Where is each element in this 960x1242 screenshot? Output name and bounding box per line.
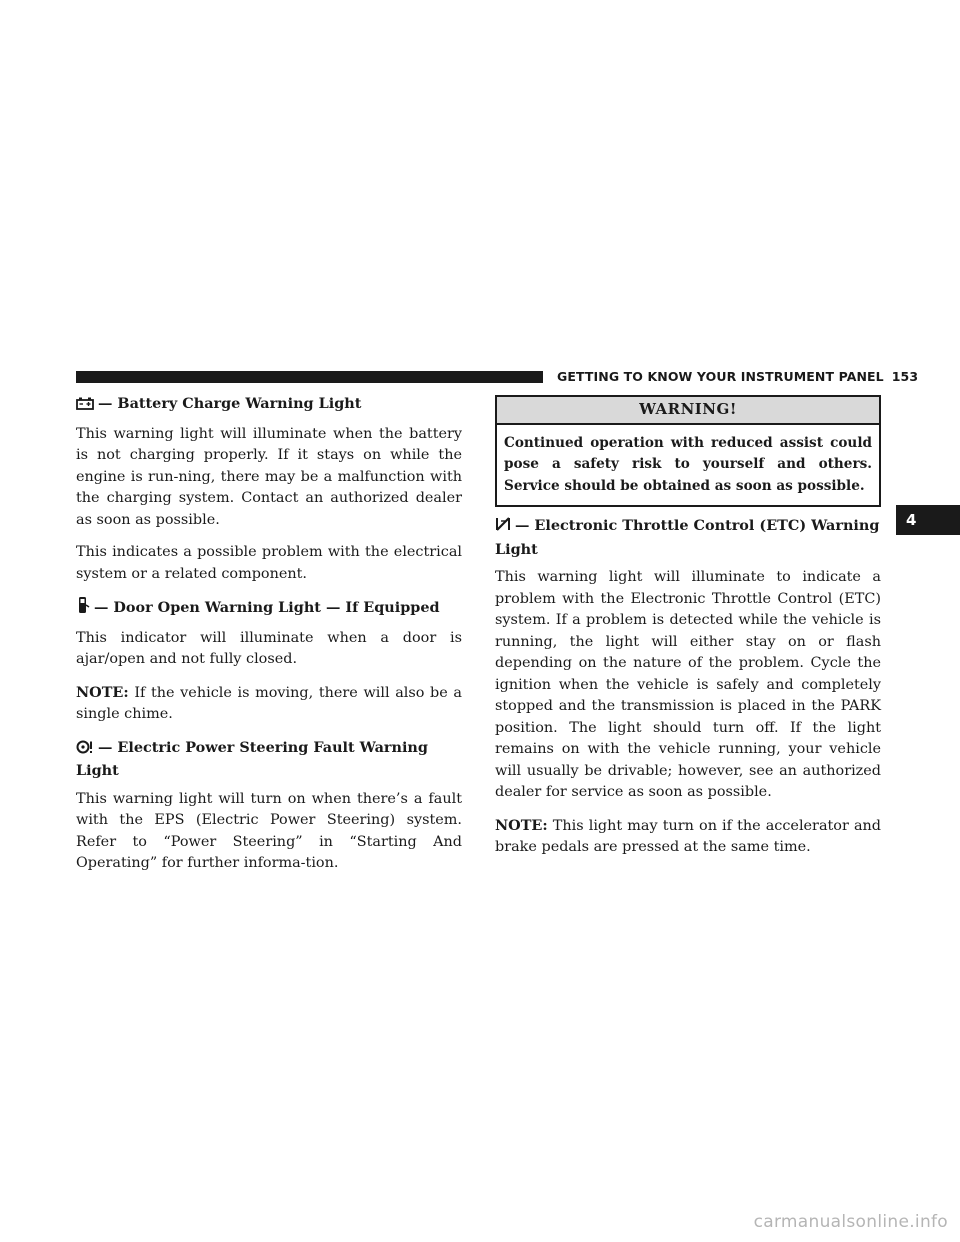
warning-title: WARNING! <box>497 397 879 425</box>
left-column <box>76 393 462 886</box>
etc-note <box>495 815 881 859</box>
section-title: GETTING TO KNOW YOUR INSTRUMENT PANEL <box>557 369 884 384</box>
throttle-icon <box>495 516 511 539</box>
etc-heading-text: — Electronic Throttle Control (ETC) Warning Light <box>495 517 880 558</box>
battery-paragraph-2: This indicates a possible problem with the electrical system or a related component. <box>76 544 462 582</box>
chapter-tab: 4 <box>896 505 960 535</box>
warning-box <box>495 395 881 507</box>
door-heading-text: — Door Open Warning Light — If Equipped <box>94 599 440 616</box>
door-open-icon <box>76 596 90 621</box>
door-heading <box>76 596 462 621</box>
note-label: NOTE: <box>76 683 129 701</box>
battery-paragraph-1: This warning light will illuminate when the battery is not charging properly. If it stays on while the engine is run-ning, there may be a malfunction with the charging system. Contact an authorized dealer as soon as possible. <box>76 425 462 528</box>
warning-body: Continued operation with reduced assist could pose a safety risk to yourself and others. Service should be obtained as soon as possible. <box>504 434 872 494</box>
header-rule <box>76 371 543 383</box>
eps-paragraph-1: This warning light will turn on when there’s a fault with the EPS (Electric Power Steering) system. Refer to “Power Steering” in “Starting And Operating” for further informa-tion. <box>76 790 462 871</box>
eps-heading-text: — Electric Power Steering Fault Warning Light <box>76 738 428 779</box>
note-text: This light may turn on if the accelerator and brake pedals are pressed at the same time. <box>495 817 881 855</box>
door-note <box>76 682 462 726</box>
etc-paragraph-1: This warning light will illuminate to indicate a problem with the Electronic Throttle Control (ETC) system. If a problem is detected while the vehicle is running, the light will either stay on or flash depending on the nature of the problem. Cycle the ignition when the vehicle is safely and completely stopped and the transmission is placed in the PARK position. The light should turn off. If the light remains on with the vehicle running, your vehicle will usually be drivable; however, see an authorized dealer for service as soon as possible. <box>495 569 881 800</box>
note-label: NOTE: <box>495 816 548 834</box>
right-column <box>495 395 881 870</box>
etc-heading <box>495 515 881 560</box>
door-paragraph-1: This indicator will illuminate when a door is ajar/open and not fully closed. <box>76 629 462 667</box>
steering-fault-icon <box>76 739 94 761</box>
running-header <box>557 369 918 384</box>
page-number: 153 <box>891 369 919 384</box>
battery-heading <box>76 393 462 417</box>
battery-icon <box>76 395 94 417</box>
note-text: If the vehicle is moving, there will also be a single chime. <box>76 684 463 722</box>
watermark: carmanualsonline.info <box>753 1212 948 1232</box>
eps-heading <box>76 737 462 782</box>
battery-heading-text: — Battery Charge Warning Light <box>98 395 362 412</box>
